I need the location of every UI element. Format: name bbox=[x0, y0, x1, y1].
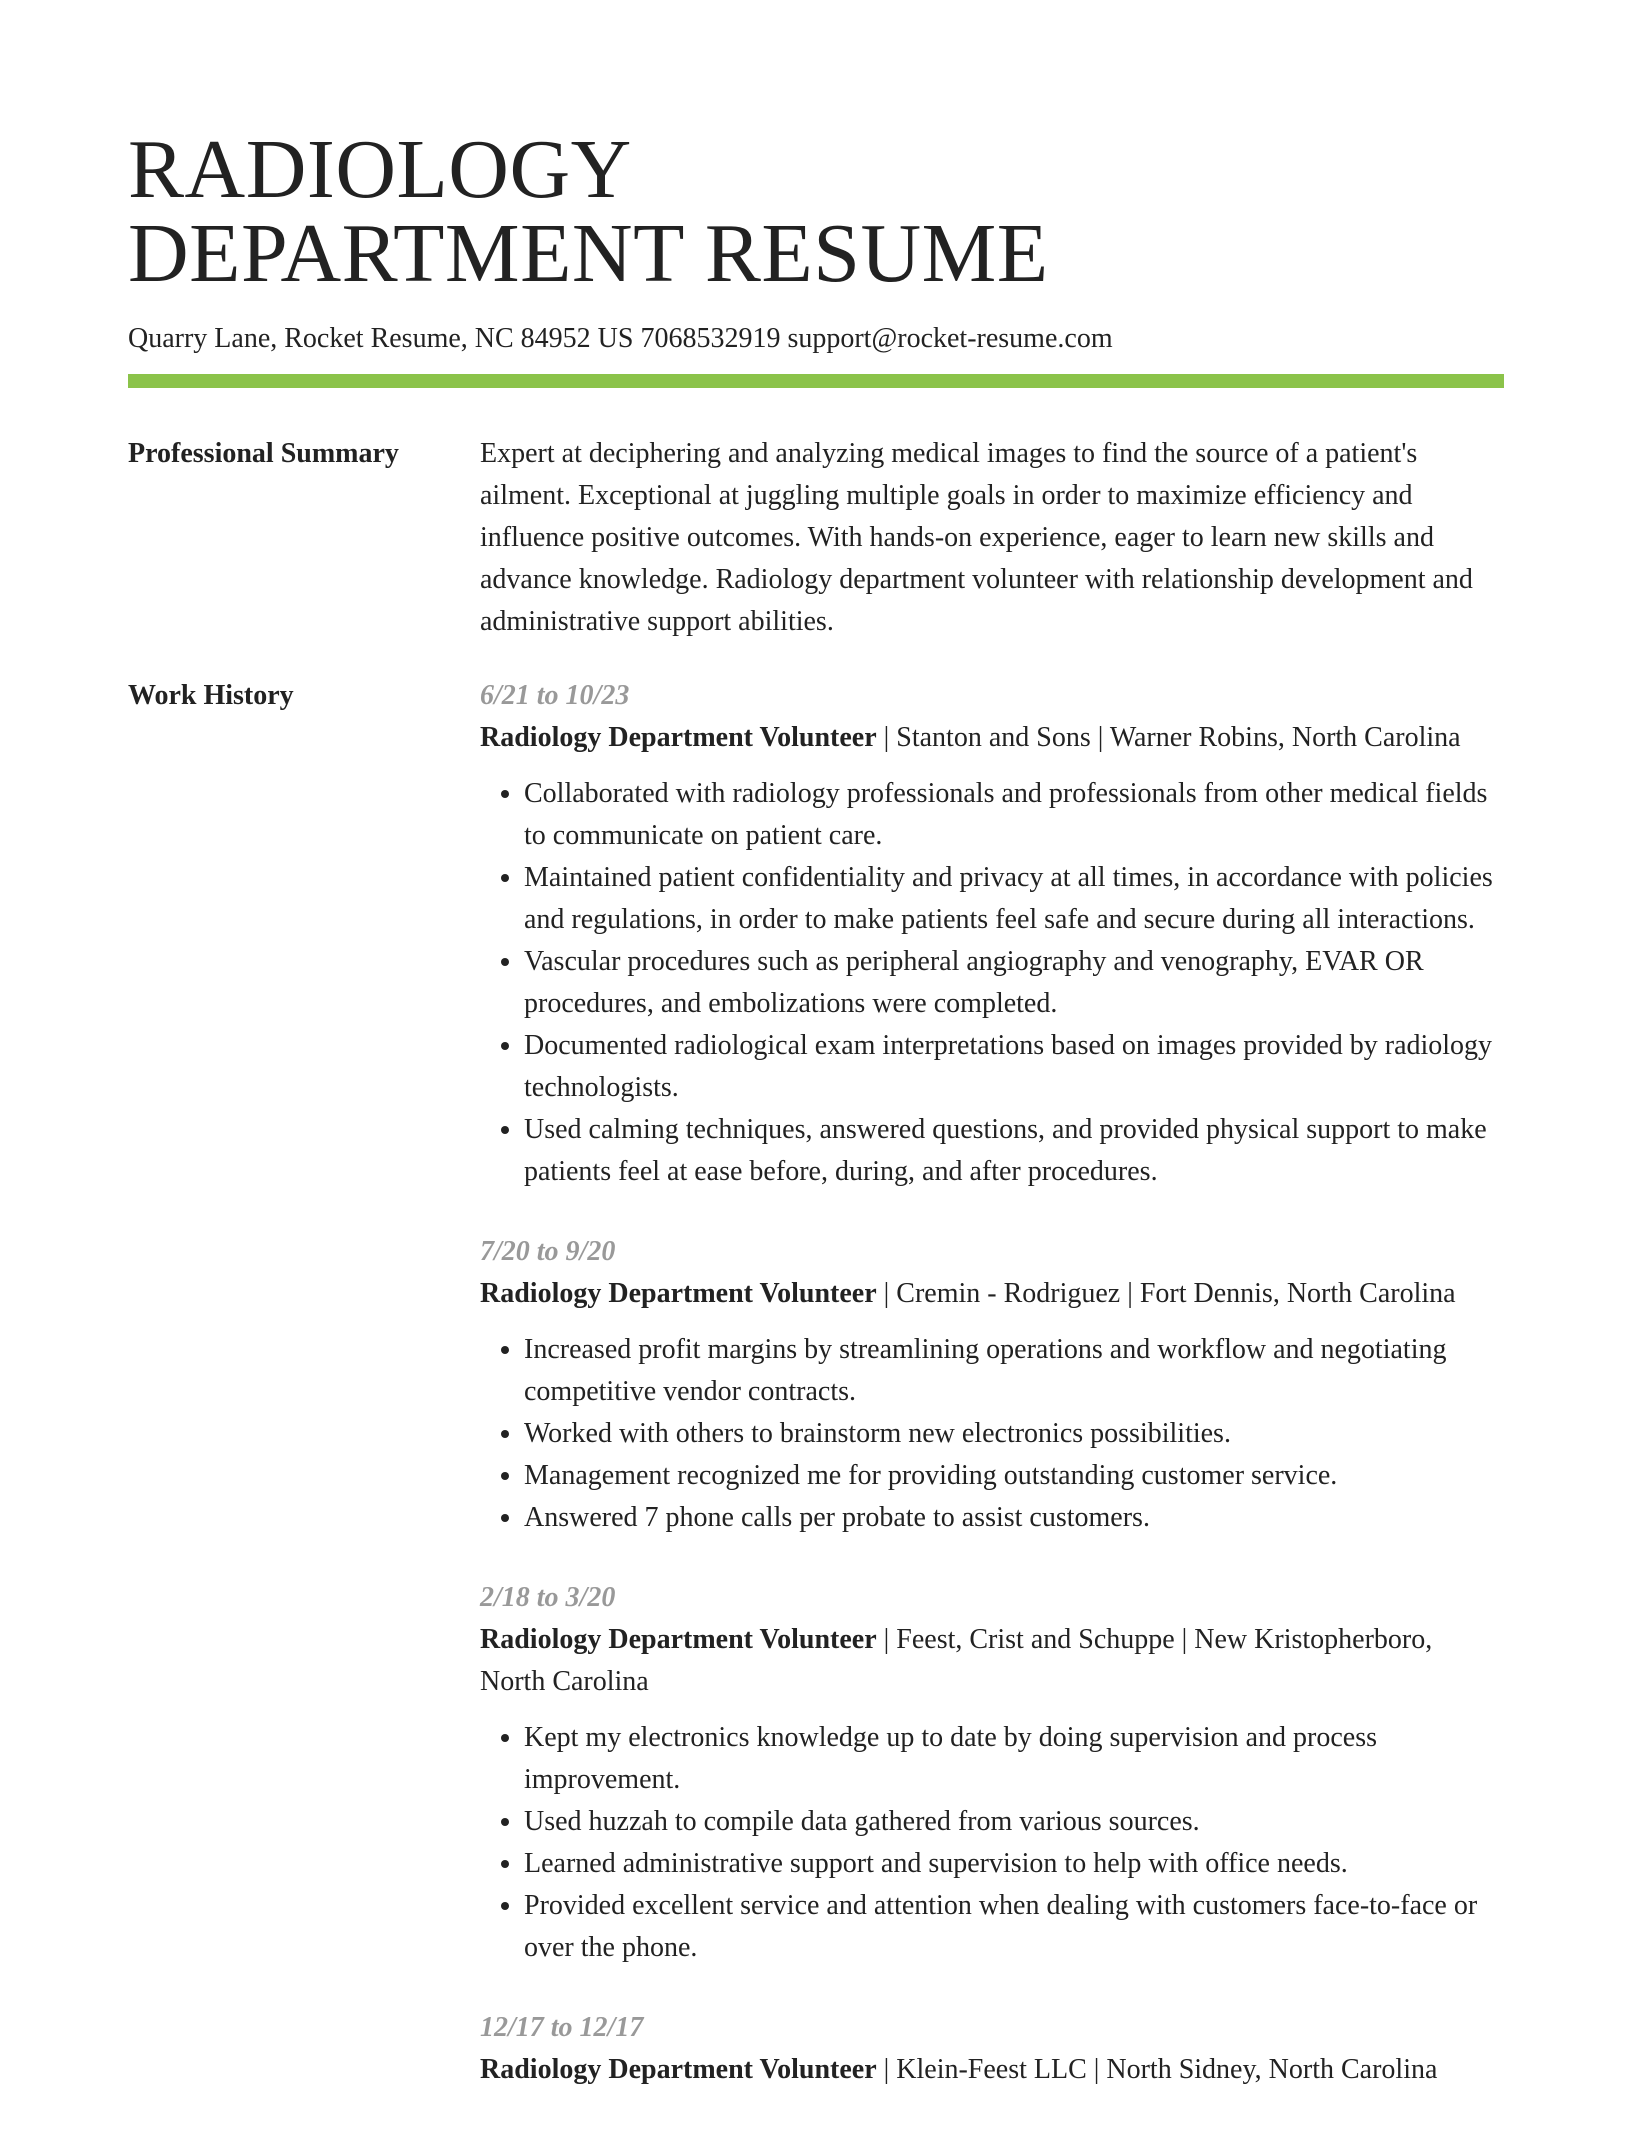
duty-item: • Answered 7 phone calls per probate to assist customers. bbox=[524, 1497, 1504, 1539]
job-entry bbox=[480, 1577, 1504, 1969]
duty-item: • Provided excellent service and attention when dealing with customers face-to-face or over the phone. bbox=[524, 1885, 1504, 1969]
job-entry bbox=[480, 2007, 1504, 2091]
job-duties bbox=[480, 1717, 1504, 1969]
job-heading bbox=[480, 1273, 1504, 1315]
job-entry bbox=[480, 675, 1504, 1193]
job-title: Radiology Department Volunteer bbox=[480, 722, 877, 753]
job-title: Radiology Department Volunteer bbox=[480, 2054, 877, 2085]
job-title: Radiology Department Volunteer bbox=[480, 1624, 877, 1655]
job-heading bbox=[480, 717, 1504, 759]
job-details: | Stanton and Sons | Warner Robins, North Carolina bbox=[876, 722, 1461, 753]
duty-item: • Documented radiological exam interpretations based on images provided by radiology technologists. bbox=[524, 1025, 1504, 1109]
job-details: | Cremin - Rodriguez | Fort Dennis, North Carolina bbox=[876, 1278, 1456, 1309]
job-heading bbox=[480, 2049, 1504, 2091]
title-line-1: RADIOLOGY bbox=[128, 123, 632, 216]
job-entry bbox=[480, 1231, 1504, 1539]
job-details: | Klein-Feest LLC | North Sidney, North Carolina bbox=[876, 2054, 1438, 2085]
title-line-2: DEPARTMENT RESUME bbox=[128, 207, 1049, 300]
job-dates: 7/20 to 9/20 bbox=[480, 1236, 616, 1267]
duty-item: • Used huzzah to compile data gathered from various sources. bbox=[524, 1801, 1504, 1843]
job-details: | Feest, Crist and Schuppe | New Kristopherboro, North Carolina bbox=[480, 1624, 1433, 1697]
duty-item: • Worked with others to brainstorm new electronics possibilities. bbox=[524, 1413, 1504, 1455]
job-heading bbox=[480, 1619, 1504, 1703]
resume-page bbox=[128, 0, 1504, 2129]
summary-text: Expert at deciphering and analyzing medical images to find the source of a patient's ailment. Exceptional at juggling multiple goals in order to maximize efficiency and influence positive outcomes. With hands-on experience, eager to learn new skills and advance knowledge. Radiology department volunteer with relationship development and administrative support abilities. bbox=[480, 438, 1473, 637]
work-history-list bbox=[480, 675, 1504, 2129]
duty-item: • Increased profit margins by streamlining operations and workflow and negotiating competitive vendor contracts. bbox=[524, 1329, 1504, 1413]
resume-title bbox=[128, 0, 1504, 300]
work-history-label: Work History bbox=[128, 680, 294, 711]
summary-section bbox=[128, 433, 1504, 643]
duty-item: • Learned administrative support and supervision to help with office needs. bbox=[524, 1843, 1504, 1885]
job-duties bbox=[480, 773, 1504, 1193]
duty-item: • Maintained patient confidentiality and privacy at all times, in accordance with policies and regulations, in order to make patients feel safe and secure during all interactions. bbox=[524, 857, 1504, 941]
header-divider bbox=[128, 374, 1504, 388]
job-duties bbox=[480, 1329, 1504, 1539]
duty-item: • Vascular procedures such as peripheral angiography and venography, EVAR OR procedures, and embolizations were completed. bbox=[524, 941, 1504, 1025]
duty-item: • Management recognized me for providing outstanding customer service. bbox=[524, 1455, 1504, 1497]
job-dates: 2/18 to 3/20 bbox=[480, 1582, 616, 1613]
work-history-section bbox=[128, 675, 1504, 2129]
duty-item: • Used calming techniques, answered questions, and provided physical support to make patients feel at ease before, during, and after procedures. bbox=[524, 1109, 1504, 1193]
duty-item: • Kept my electronics knowledge up to date by doing supervision and process improvement. bbox=[524, 1717, 1504, 1801]
summary-label: Professional Summary bbox=[128, 438, 399, 469]
job-dates: 12/17 to 12/17 bbox=[480, 2012, 644, 2043]
duty-item: • Collaborated with radiology professionals and professionals from other medical fields to communicate on patient care. bbox=[524, 773, 1504, 857]
job-title: Radiology Department Volunteer bbox=[480, 1278, 877, 1309]
job-dates: 6/21 to 10/23 bbox=[480, 680, 630, 711]
contact-info: Quarry Lane, Rocket Resume, NC 84952 US 7068532919 support@rocket-resume.com bbox=[128, 323, 1113, 354]
